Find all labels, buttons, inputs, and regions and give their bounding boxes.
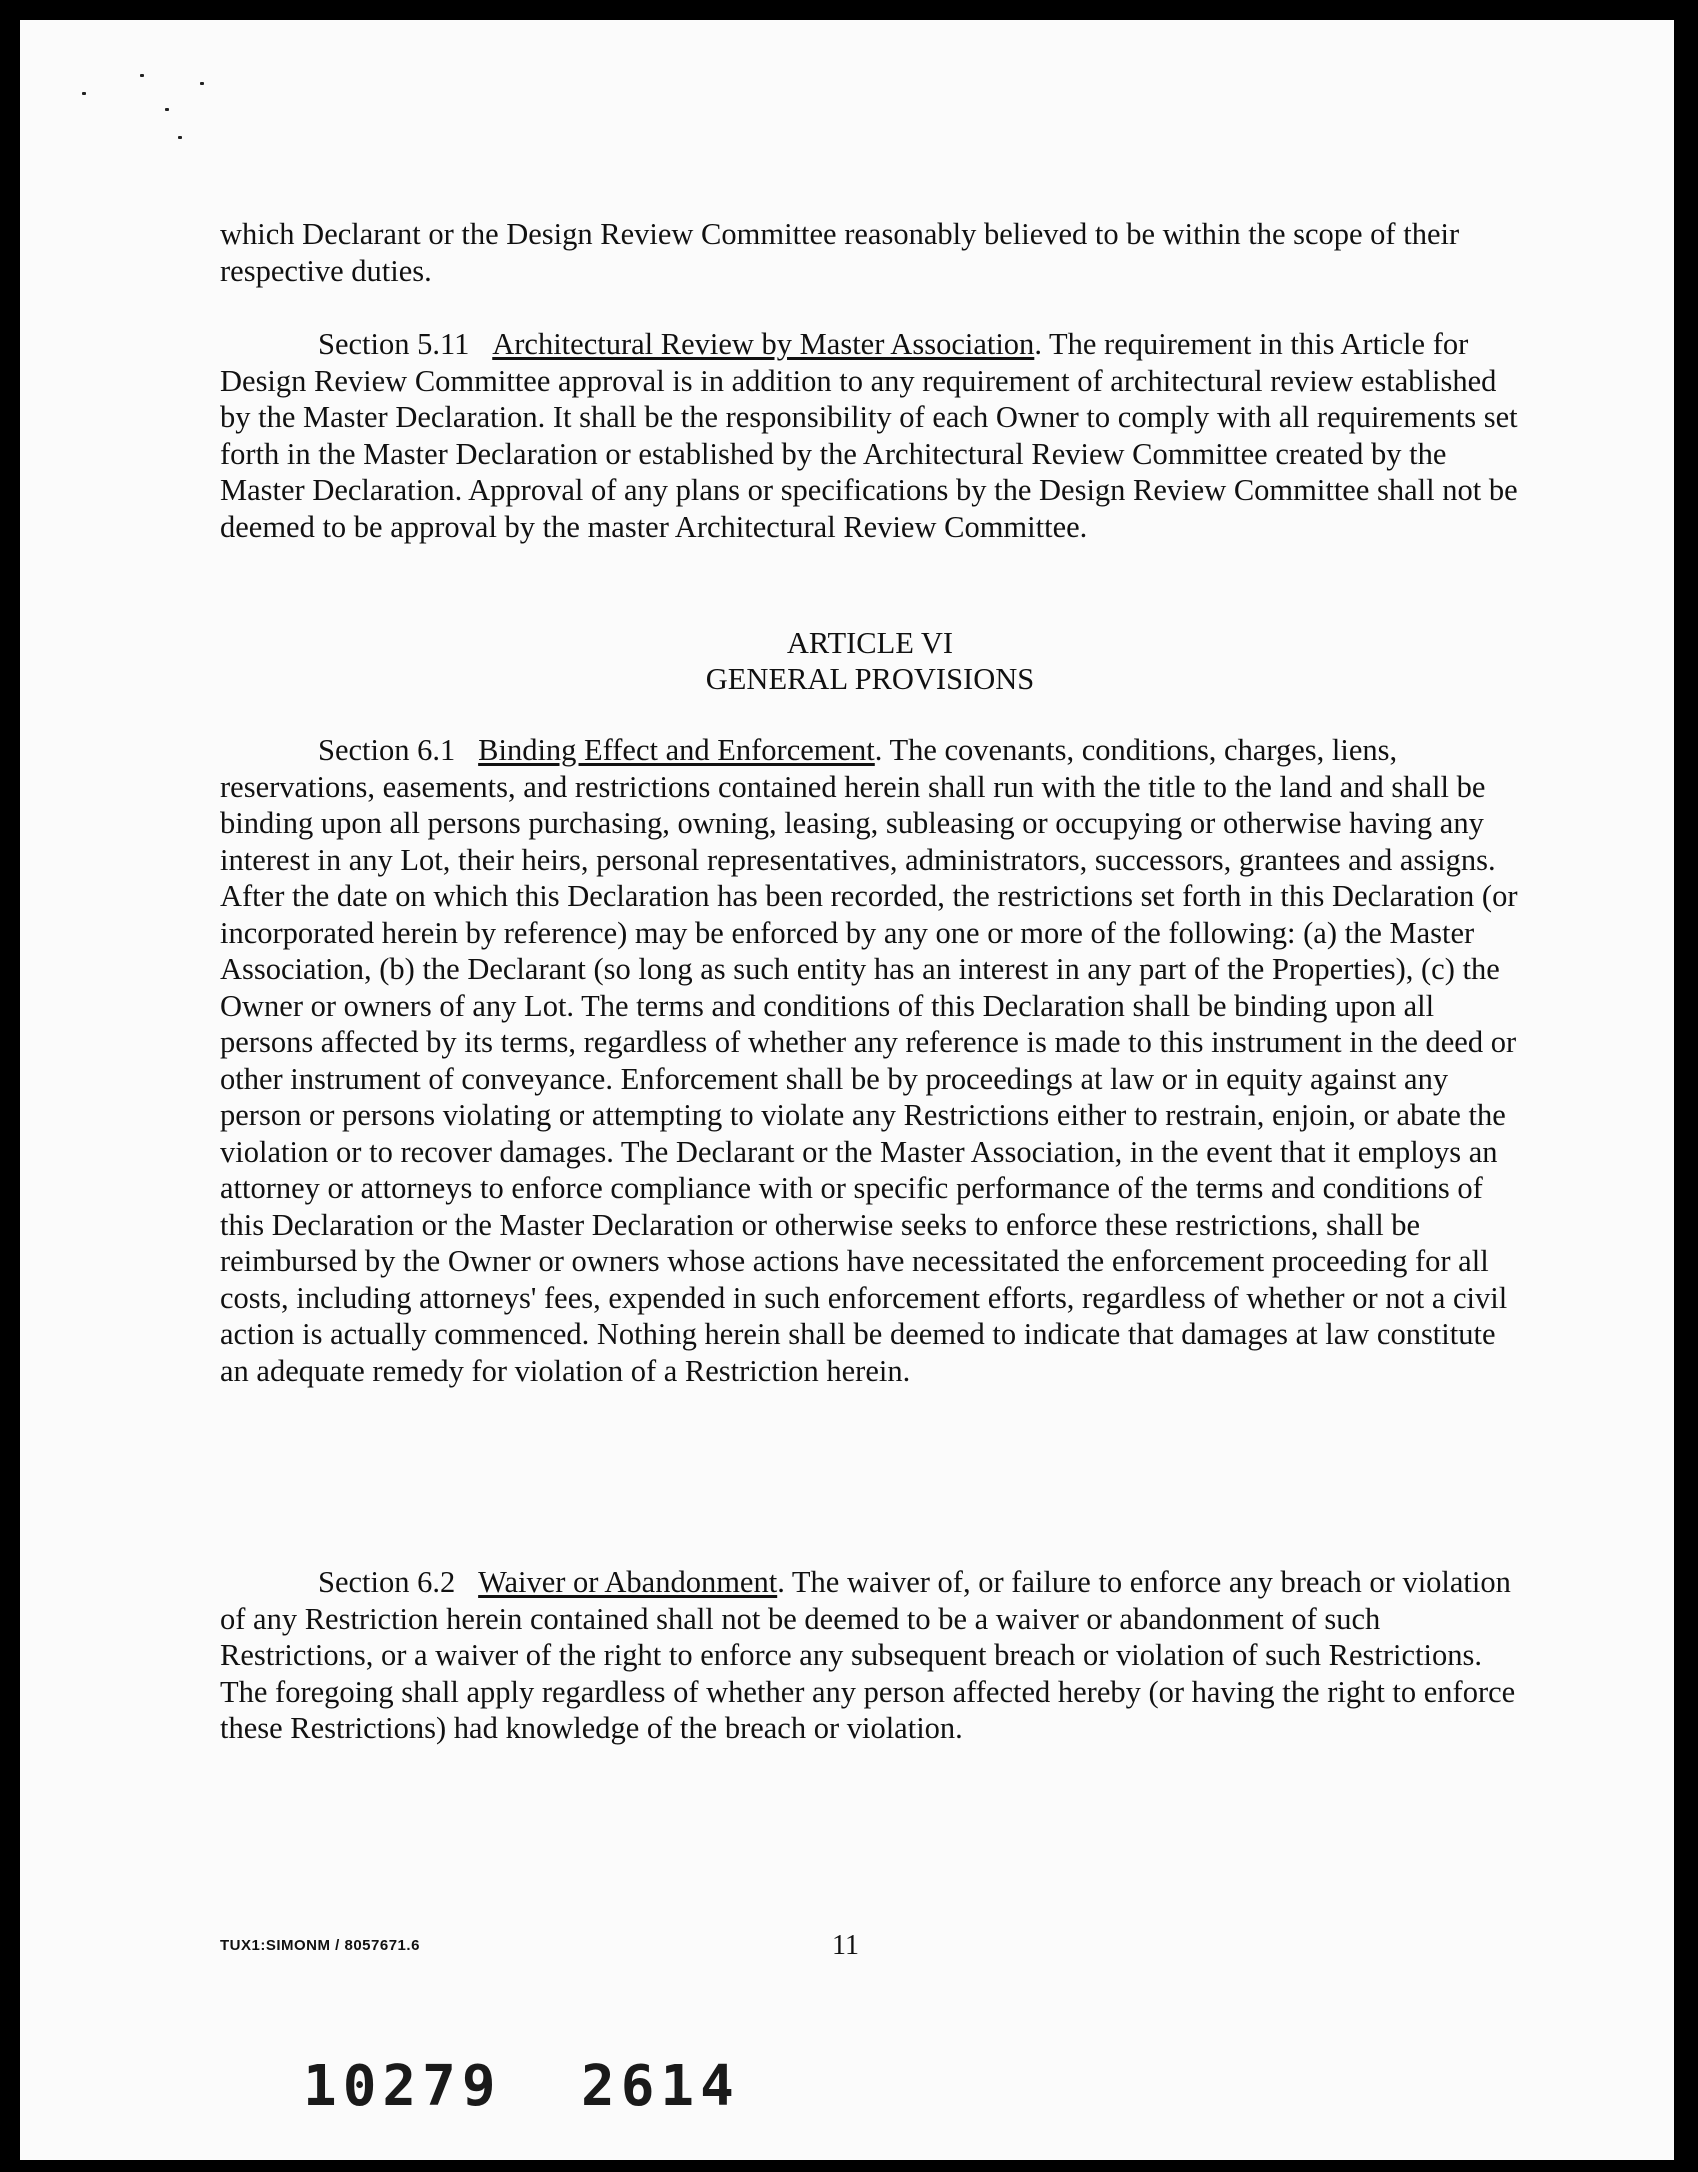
- recording-stamp-text: 10279 2614: [303, 2054, 740, 2119]
- article-title: GENERAL PROVISIONS: [705, 662, 1035, 696]
- section-5-11-title: Architectural Review by Master Association: [492, 327, 1035, 361]
- section-6-1-paragraph: [220, 732, 1520, 1389]
- section-6-2-title: Waiver or Abandonment: [478, 1565, 778, 1599]
- footer-document-id: TUX1:SIMONM / 8057671.6: [220, 1937, 420, 1954]
- section-6-1-number: Section 6.1: [318, 733, 456, 767]
- article-heading: [220, 625, 1520, 697]
- section-5-11-number: Section 5.11: [318, 327, 470, 361]
- page-number: 11: [832, 1930, 859, 1961]
- section-6-1-body: . The covenants, conditions, charges, liens, reservations, easements, and restrictions contained herein shall run with the title to the land and shall be binding upon all persons purchasing, owning, leasing, subleasing or occupying or otherwise having any interest in any Lot, their heirs, personal representatives, administrators, successors, grantees and assigns. After the date on which this Declaration has been recorded, the restrictions set forth in this Declaration (or incorporated herein by reference) may be enforced by any one or more of the following: (a) the Master Association, (b) the Declarant (so long as such entity has an interest in any part of the Properties), (c) the Owner or owners of any Lot. The terms and conditions of this Declaration shall be binding upon all persons affected by its terms, regardless of whether any reference is made to this instrument in the deed or other instrument of conveyance. Enforcement shall be by proceedings at law or in equity against any person or persons violating or attempting to violate any Restrictions either to restrain, enjoin, or abate the violation or to recover damages. The Declarant or the Master Association, in the event that it employs an attorney or attorneys to enforce compliance with or specific performance of the terms and conditions of this Declaration or the Master Declaration or otherwise seeks to enforce these restrictions, shall be reimbursed by the Owner or owners whose actions have necessitated the enforcement proceeding for all costs, including attorneys' fees, expended in such enforcement efforts, regardless of whether or not a civil action is actually commenced. Nothing herein shall be deemed to indicate that damages at law constitute an adequate remedy for violation of a Restriction herein.: [220, 733, 1518, 1388]
- document-page: [20, 20, 1674, 2160]
- continuation-paragraph: [220, 216, 1520, 289]
- recording-stamp: [303, 2054, 740, 2119]
- section-6-1-title: Binding Effect and Enforcement: [478, 733, 875, 767]
- section-5-11-body: . The requirement in this Article for Design Review Committee approval is in addition to any requirement of architectural review established by the Master Declaration. It shall be the responsibility of each Owner to comply with all requirements set forth in the Master Declaration or established by the Architectural Review Committee created by the Master Declaration. Approval of any plans or specifications by the Design Review Committee shall not be deemed to be approval by the master Architectural Review Committee.: [220, 327, 1518, 544]
- section-6-2-paragraph: [220, 1564, 1520, 1747]
- section-5-11-paragraph: [220, 326, 1520, 545]
- section-6-2-number: Section 6.2: [318, 1565, 456, 1599]
- section-6-2-body: . The waiver of, or failure to enforce any breach or violation of any Restriction herein contained shall not be deemed to be a waiver or abandonment of such Restrictions, or a waiver of the right to enforce any subsequent breach or violation of such Restrictions. The foregoing shall apply regardless of whether any person affected hereby (or having the right to enforce these Restrictions) had knowledge of the breach or violation.: [220, 1565, 1516, 1745]
- continuation-text: which Declarant or the Design Review Committee reasonably believed to be within the scope of their respective duties.: [220, 217, 1460, 288]
- article-number: ARTICLE VI: [786, 626, 954, 660]
